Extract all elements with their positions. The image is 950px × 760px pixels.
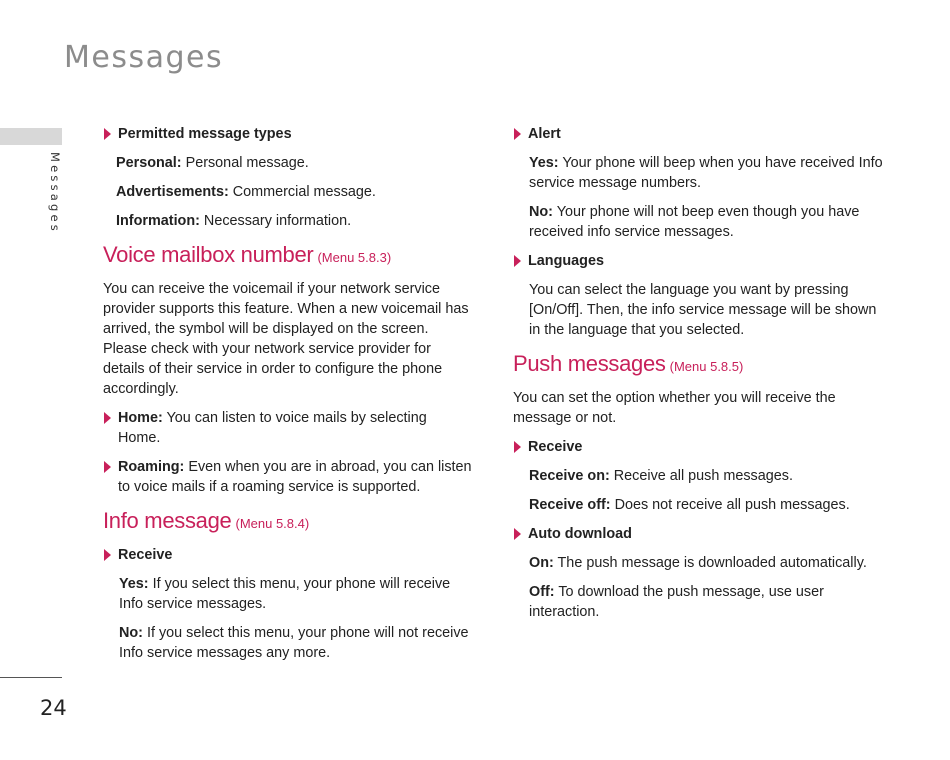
home-desc: You can listen to voice mails by selecting Home. <box>118 410 427 446</box>
permitted-types-heading: Permitted message types <box>118 126 292 142</box>
auto-download-heading: Auto download <box>528 526 632 542</box>
advertisements-term: Advertisements: <box>116 184 229 200</box>
alert-bullet <box>513 124 891 144</box>
triangle-bullet-icon <box>104 412 111 424</box>
info-yes-term: Yes: <box>119 576 149 592</box>
alert-yes-term: Yes: <box>529 155 559 171</box>
auto-off-desc: To download the push message, use user interaction. <box>529 584 824 620</box>
triangle-bullet-icon <box>514 528 521 540</box>
info-message-menu-ref: (Menu 5.8.4) <box>235 516 310 531</box>
left-column <box>103 124 473 672</box>
push-messages-heading <box>513 349 891 382</box>
info-message-heading <box>103 506 473 539</box>
personal-term: Personal: <box>116 155 182 171</box>
info-no-item <box>103 623 473 663</box>
push-messages-menu-ref: (Menu 5.8.5) <box>669 359 744 374</box>
side-section-label: Messages <box>48 152 62 234</box>
info-receive-bullet <box>103 545 473 565</box>
advertisements-desc: Commercial message. <box>228 184 376 200</box>
languages-body: You can select the language you want by pressing [On/Off]. Then, the info service message will be shown in the language that you selected. <box>529 282 877 338</box>
info-message-title: Info message <box>103 508 232 533</box>
alert-yes-item <box>513 153 891 193</box>
voice-mailbox-heading <box>103 240 473 273</box>
alert-no-desc: Your phone will not beep even though you have received info service messages. <box>529 204 860 240</box>
personal-item <box>103 153 473 173</box>
triangle-bullet-icon <box>104 549 111 561</box>
side-tab-bar <box>0 128 62 145</box>
auto-off-item <box>513 582 891 622</box>
auto-on-term: On: <box>529 555 554 571</box>
receive-off-term: Receive off: <box>529 497 611 513</box>
receive-on-term: Receive on: <box>529 468 610 484</box>
alert-no-term: No: <box>529 204 553 220</box>
permitted-types-bullet <box>103 124 473 144</box>
receive-on-item <box>513 466 891 486</box>
triangle-bullet-icon <box>514 441 521 453</box>
alert-heading: Alert <box>528 126 561 142</box>
auto-on-item <box>513 553 891 573</box>
voice-mailbox-title: Voice mailbox number <box>103 242 314 267</box>
right-column <box>513 124 891 631</box>
auto-download-bullet <box>513 524 891 544</box>
push-receive-heading: Receive <box>528 439 583 455</box>
info-yes-desc: If you select this menu, your phone will receive Info service messages. <box>119 576 451 612</box>
push-receive-bullet <box>513 437 891 457</box>
receive-off-item <box>513 495 891 515</box>
advertisements-item <box>103 182 473 202</box>
triangle-bullet-icon <box>104 461 111 473</box>
page-title: Messages <box>64 40 224 75</box>
receive-off-desc: Does not receive all push messages. <box>610 497 850 513</box>
auto-on-desc: The push message is downloaded automatically. <box>553 555 867 571</box>
triangle-bullet-icon <box>104 128 111 140</box>
triangle-bullet-icon <box>514 255 521 267</box>
roaming-term: Roaming: <box>118 459 185 475</box>
receive-on-desc: Receive all push messages. <box>609 468 793 484</box>
roaming-desc: Even when you are in abroad, you can listen to voice mails if a roaming service is supported. <box>118 459 472 495</box>
triangle-bullet-icon <box>514 128 521 140</box>
voice-mailbox-menu-ref: (Menu 5.8.3) <box>317 250 392 265</box>
info-receive-heading: Receive <box>118 547 173 563</box>
languages-heading: Languages <box>528 253 604 269</box>
home-bullet <box>103 408 473 448</box>
alert-yes-desc: Your phone will beep when you have received Info service message numbers. <box>529 155 883 191</box>
info-yes-item <box>103 574 473 614</box>
info-no-term: No: <box>119 625 143 641</box>
page-number: 24 <box>40 696 67 720</box>
info-no-desc: If you select this menu, your phone will not receive Info service messages any more. <box>119 625 469 661</box>
voice-mailbox-body: You can receive the voicemail if your network service provider supports this feature. When a new voicemail has arrived, the symbol will be displayed on the screen. Please check with your network service provider for details of their service in order to configure the phone accordingly. <box>103 281 469 397</box>
footer-divider <box>0 677 62 678</box>
information-term: Information: <box>116 213 200 229</box>
push-messages-body: You can set the option whether you will receive the message or not. <box>513 390 836 426</box>
home-term: Home: <box>118 410 163 426</box>
push-messages-title: Push messages <box>513 351 666 376</box>
auto-off-term: Off: <box>529 584 555 600</box>
roaming-bullet <box>103 457 473 497</box>
information-desc: Necessary information. <box>199 213 352 229</box>
languages-bullet <box>513 251 891 271</box>
personal-desc: Personal message. <box>181 155 309 171</box>
alert-no-item <box>513 202 891 242</box>
information-item <box>103 211 473 231</box>
